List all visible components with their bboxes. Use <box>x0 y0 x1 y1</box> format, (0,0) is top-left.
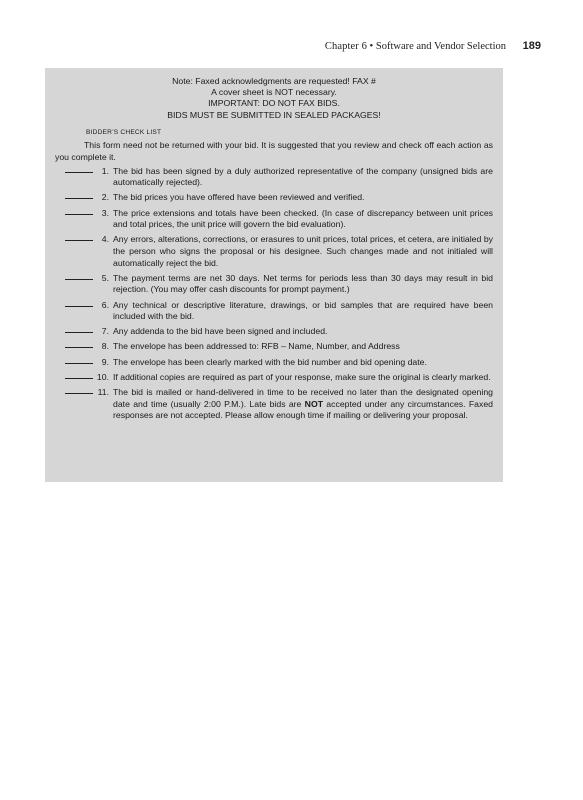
chapter-label: Chapter 6 <box>324 41 367 52</box>
check-blank[interactable] <box>65 372 93 379</box>
item-number: 11. <box>97 387 109 398</box>
checklist-item <box>55 273 493 296</box>
checklist-item <box>55 192 493 204</box>
running-header <box>325 40 541 52</box>
check-blank[interactable] <box>65 300 93 307</box>
item-text: The bid prices you have offered have been reviewed and verified. <box>113 192 365 203</box>
page-number: 189 <box>522 40 541 52</box>
check-blank[interactable] <box>65 234 93 241</box>
section-title: Software and Vendor Selection <box>375 41 507 52</box>
check-blank[interactable] <box>65 357 93 364</box>
notice-line: IMPORTANT: DO NOT FAX BIDS. <box>208 98 340 109</box>
item-text: The envelope has been addressed to: RFB – Name, Number, and Address <box>113 341 400 352</box>
checklist-item <box>55 208 493 231</box>
notice-line: A cover sheet is NOT necessary. <box>211 87 337 98</box>
item-text: The payment terms are net 30 days. Net terms for periods less than 30 days may result in bid rejection. (You may offer cash discounts for prompt payment.) <box>113 272 493 295</box>
checklist-item <box>55 372 493 384</box>
check-list-title: BIDDER’S CHECK LIST <box>86 128 162 136</box>
check-blank[interactable] <box>65 192 93 199</box>
checklist-item <box>55 166 493 189</box>
item-number: 8. <box>101 341 109 352</box>
item-text <box>113 387 493 422</box>
check-blank[interactable] <box>65 208 93 215</box>
item-text-part: The bid is mailed or hand-delivered in time to be received no later than the designated opening date and time (usually 2:00 P.M.). Late bids are <box>113 387 493 409</box>
item-text: If additional copies are required as part of your response, make sure the original is clearly marked. <box>113 371 491 382</box>
checklist-item <box>55 341 493 353</box>
checklist-item <box>55 326 493 338</box>
header-bullet: • <box>369 41 374 52</box>
checklist-item <box>55 300 493 323</box>
item-text: The envelope has been clearly marked with the bid number and bid opening date. <box>113 356 427 367</box>
intro-paragraph: This form need not be returned with your bid. It is suggested that you review and check off each action as you complete it. <box>55 140 493 162</box>
notice-line: BIDS MUST BE SUBMITTED IN SEALED PACKAGES! <box>167 109 381 120</box>
item-text-part: accepted under any circumstances. Faxed responses are not accepted. Please allow enough time if mailing or delivering your proposal. <box>113 398 493 421</box>
item-text: Any addenda to the bid have been signed and included. <box>113 326 328 337</box>
item-number: 7. <box>101 326 109 337</box>
check-blank[interactable] <box>65 326 93 333</box>
item-number: 5. <box>101 272 109 283</box>
fax-notice <box>55 76 493 121</box>
checklist <box>55 166 493 422</box>
item-number: 1. <box>101 165 109 176</box>
item-text: Any errors, alterations, corrections, or erasures to unit prices, total prices, et cetera, are initialed by the person who signs the proposal or his designee. Such changes made and not initialed will automatically reject the bid. <box>113 234 493 268</box>
bid-checklist-box <box>45 68 503 482</box>
item-text: The price extensions and totals have been checked. (In case of discrepancy between unit prices and total prices, the unit price will govern the bid evaluation). <box>113 207 493 230</box>
emphasis-not: NOT <box>304 398 324 409</box>
item-number: 2. <box>101 192 109 203</box>
notice-line: Note: Faxed acknowledgments are requested! FAX # <box>172 76 376 86</box>
item-number: 9. <box>101 356 109 367</box>
item-text: Any technical or descriptive literature, drawings, or bid samples that are required have been included with the bid. <box>113 299 493 322</box>
item-number: 6. <box>101 299 109 310</box>
check-blank[interactable] <box>65 341 93 348</box>
checklist-item <box>55 387 493 422</box>
checklist-item <box>55 357 493 369</box>
checklist-item <box>55 234 493 269</box>
item-number: 4. <box>101 234 109 245</box>
check-blank[interactable] <box>65 387 93 394</box>
check-blank[interactable] <box>65 273 93 280</box>
item-number: 10. <box>96 371 109 382</box>
check-blank[interactable] <box>65 166 93 173</box>
item-text: The bid has been signed by a duly authorized representative of the company (unsigned bids are automatically rejected). <box>113 165 493 188</box>
item-number: 3. <box>101 207 109 218</box>
